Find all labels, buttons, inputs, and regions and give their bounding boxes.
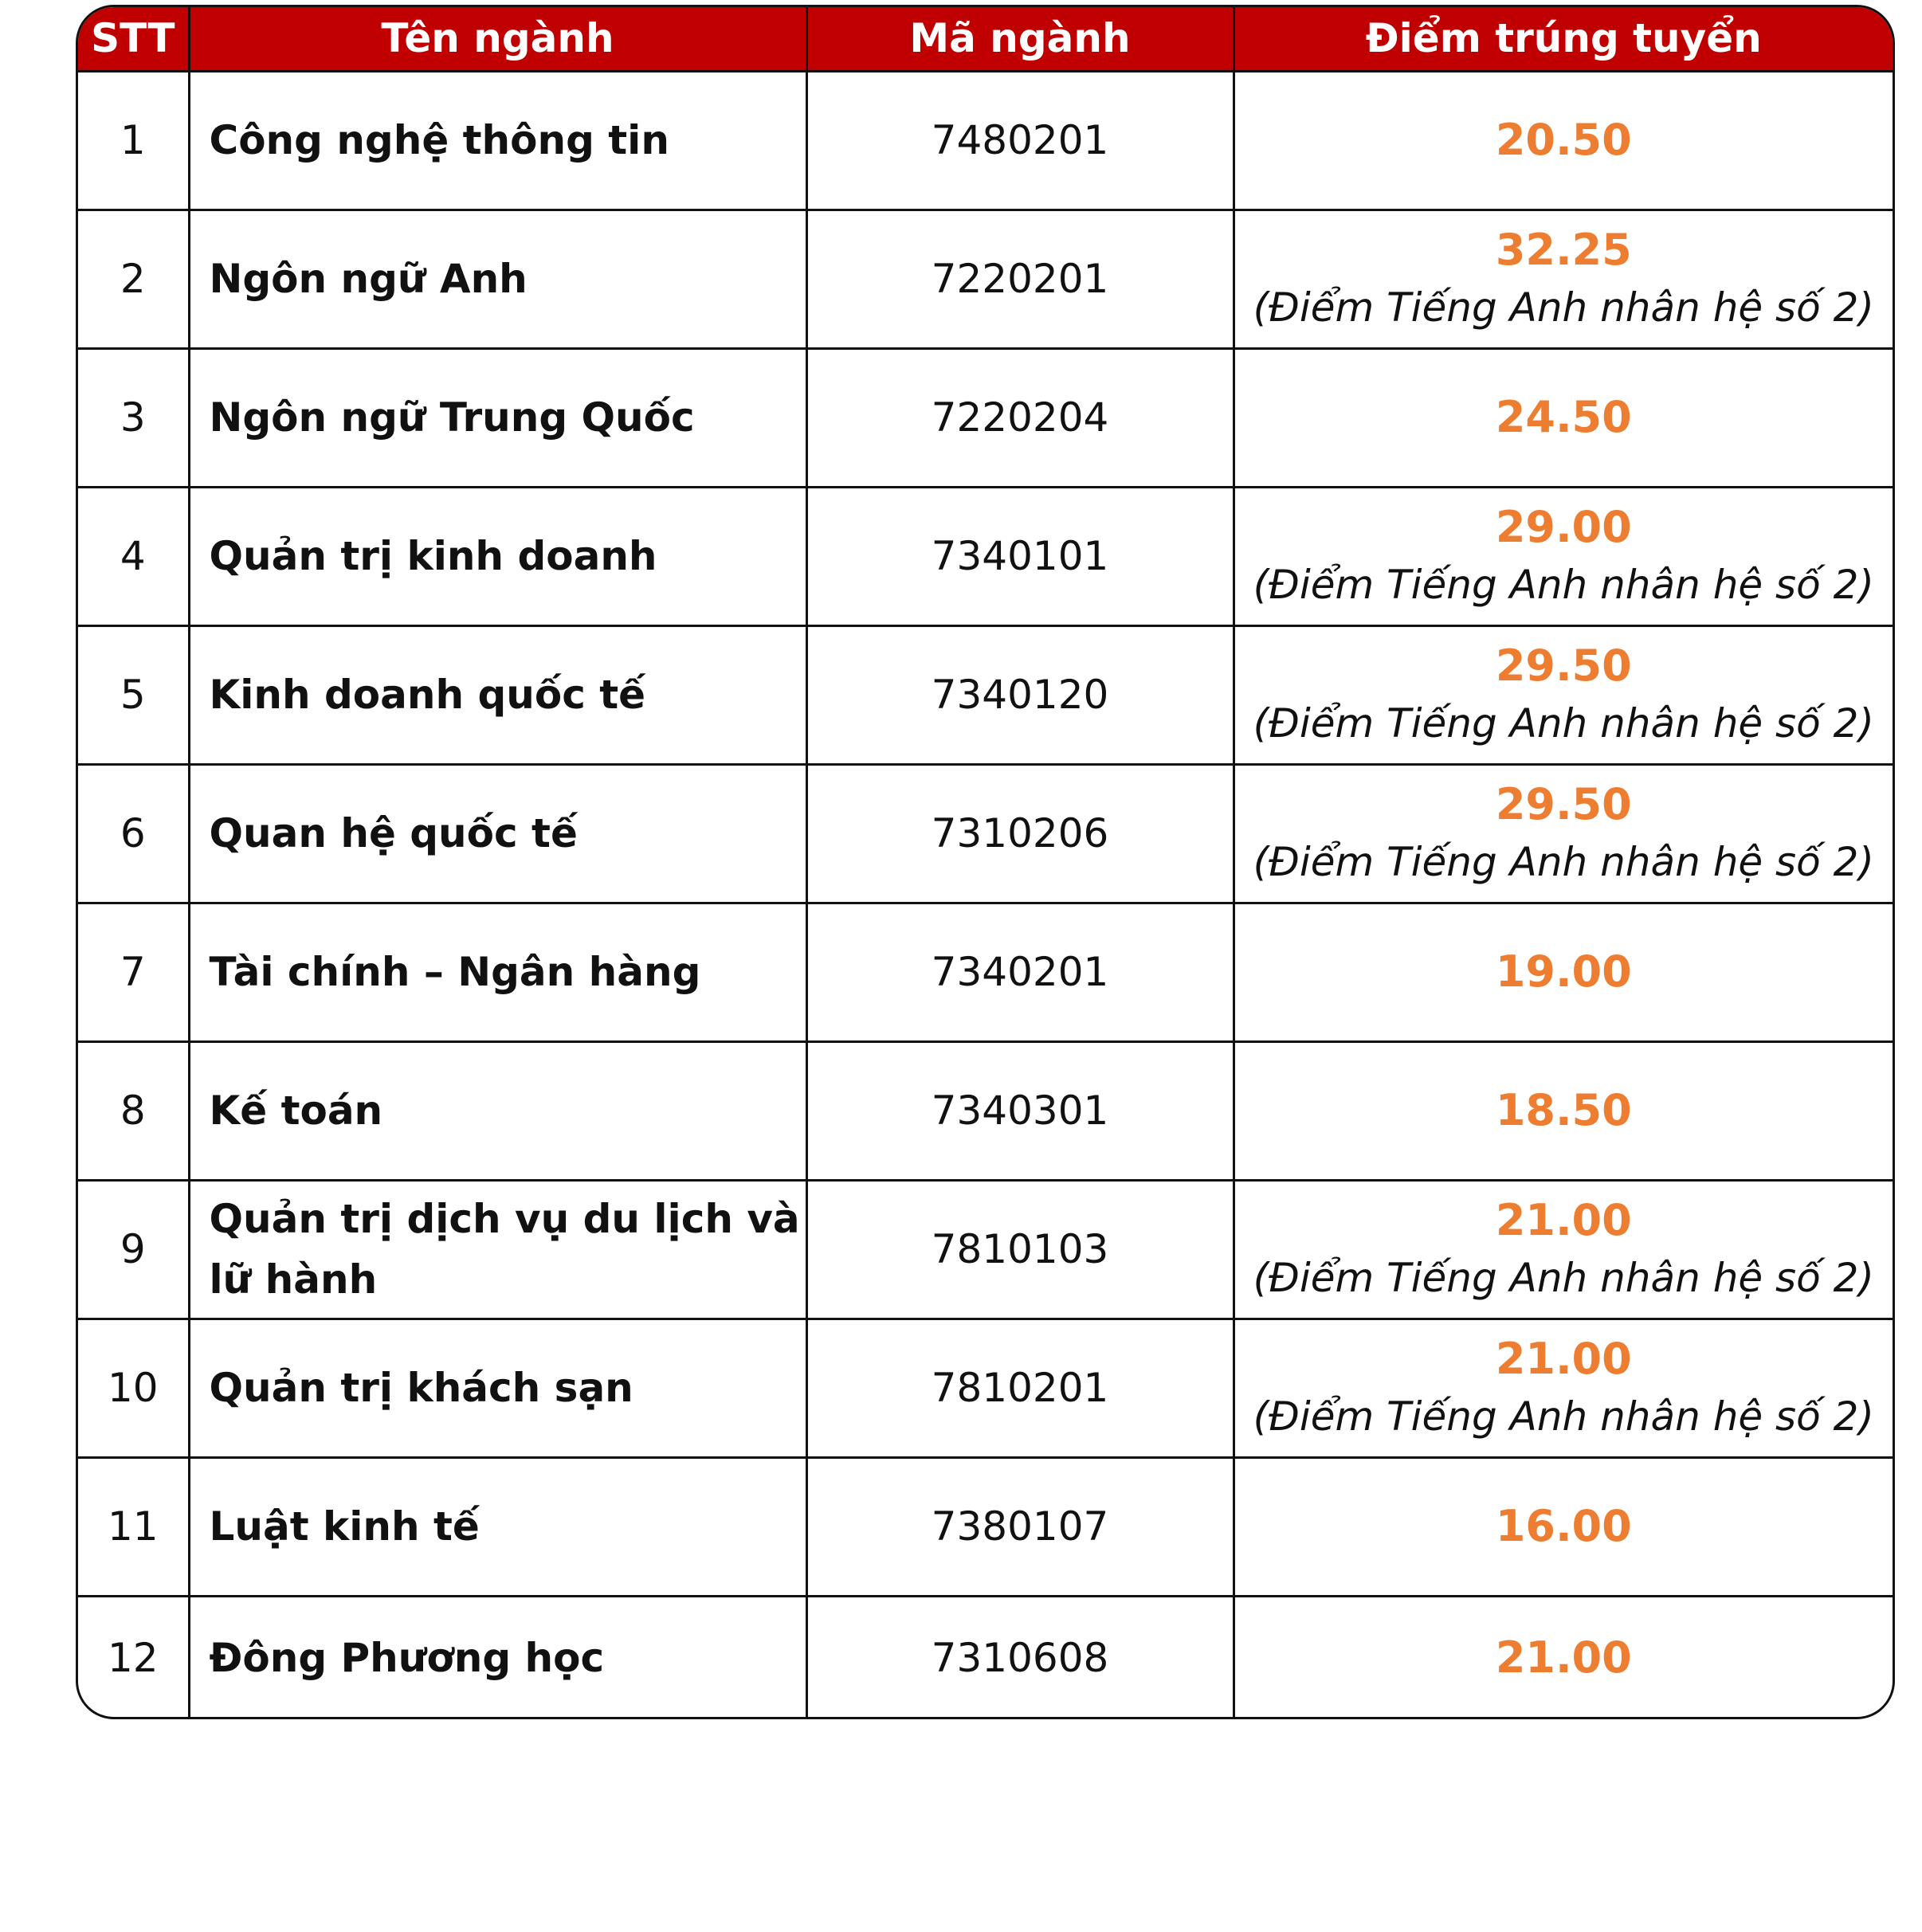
- table-row: [78, 71, 1893, 210]
- row-score-cell: [1234, 903, 1893, 1041]
- row-major-code: 7810201: [806, 1319, 1234, 1457]
- row-stt: 11: [78, 1457, 189, 1596]
- header-name: Tên ngành: [189, 7, 806, 71]
- row-score-note: (Điểm Tiếng Anh nhân hệ số 2): [1253, 562, 1874, 608]
- row-major-code: 7380107: [806, 1457, 1234, 1596]
- row-major-name: Ngôn ngữ Trung Quốc: [189, 348, 806, 487]
- table-row: [78, 487, 1893, 625]
- header-stt: STT: [78, 7, 189, 71]
- row-score-cell: [1234, 487, 1893, 625]
- row-major-name: Quản trị khách sạn: [189, 1319, 806, 1457]
- table-row: [78, 210, 1893, 348]
- table-header: [78, 7, 1893, 71]
- row-major-code: 7810103: [806, 1180, 1234, 1319]
- row-score-note: (Điểm Tiếng Anh nhân hệ số 2): [1253, 284, 1874, 331]
- table-row: [78, 1180, 1893, 1319]
- row-major-code: 7340120: [806, 625, 1234, 764]
- row-major-code: 7340201: [806, 903, 1234, 1041]
- row-score-value: 16.00: [1495, 1501, 1632, 1551]
- table-row: [78, 1319, 1893, 1457]
- row-stt: 7: [78, 903, 189, 1041]
- row-major-code: 7220201: [806, 210, 1234, 348]
- table-body: [78, 71, 1893, 1718]
- header-row: [78, 7, 1893, 71]
- row-score-value: 21.00: [1495, 1632, 1632, 1683]
- header-code: Mã ngành: [806, 7, 1234, 71]
- row-major-code: 7310206: [806, 764, 1234, 903]
- row-score-cell: [1234, 71, 1893, 210]
- row-score-note: (Điểm Tiếng Anh nhân hệ số 2): [1253, 700, 1874, 747]
- row-score-cell: [1234, 348, 1893, 487]
- row-score-note: (Điểm Tiếng Anh nhân hệ số 2): [1253, 1393, 1874, 1440]
- table-row: [78, 1596, 1893, 1718]
- row-score-cell: [1234, 210, 1893, 348]
- row-major-name: Quản trị kinh doanh: [189, 487, 806, 625]
- row-major-code: 7340301: [806, 1041, 1234, 1180]
- row-major-name: Tài chính – Ngân hàng: [189, 903, 806, 1041]
- header-score: Điểm trúng tuyển: [1234, 7, 1893, 71]
- table-row: [78, 625, 1893, 764]
- row-major-name: Quản trị dịch vụ du lịch và lữ hành: [189, 1180, 806, 1319]
- row-major-name: Quan hệ quốc tế: [189, 764, 806, 903]
- row-major-name: Công nghệ thông tin: [189, 71, 806, 210]
- row-score-value: 29.00: [1495, 502, 1632, 552]
- row-stt: 12: [78, 1596, 189, 1718]
- row-major-code: 7310608: [806, 1596, 1234, 1718]
- row-stt: 9: [78, 1180, 189, 1319]
- row-score-value: 19.00: [1495, 946, 1632, 997]
- row-score-note: (Điểm Tiếng Anh nhân hệ số 2): [1253, 1255, 1874, 1301]
- table-row: [78, 348, 1893, 487]
- row-stt: 6: [78, 764, 189, 903]
- row-score-value: 18.50: [1495, 1085, 1632, 1135]
- row-stt: 3: [78, 348, 189, 487]
- row-stt: 5: [78, 625, 189, 764]
- table-row: [78, 764, 1893, 903]
- row-major-code: 7480201: [806, 71, 1234, 210]
- row-major-name: Kinh doanh quốc tế: [189, 625, 806, 764]
- row-score-cell: [1234, 764, 1893, 903]
- row-score-value: 21.00: [1495, 1334, 1632, 1384]
- table-row: [78, 903, 1893, 1041]
- row-score-value: 21.00: [1495, 1195, 1632, 1245]
- row-stt: 10: [78, 1319, 189, 1457]
- row-score-value: 24.50: [1495, 392, 1632, 442]
- row-score-note: (Điểm Tiếng Anh nhân hệ số 2): [1253, 839, 1874, 885]
- row-major-code: 7340101: [806, 487, 1234, 625]
- row-stt: 4: [78, 487, 189, 625]
- row-stt: 1: [120, 117, 146, 163]
- row-score-value: 29.50: [1495, 779, 1632, 829]
- table-row: [78, 1457, 1893, 1596]
- row-score-cell: [1234, 625, 1893, 764]
- row-major-name: Luật kinh tế: [189, 1457, 806, 1596]
- table-row: [78, 1041, 1893, 1180]
- row-score-cell: [1234, 1457, 1893, 1596]
- row-stt: 8: [78, 1041, 189, 1180]
- row-major-code: 7220204: [806, 348, 1234, 487]
- row-score-cell: [1234, 1596, 1893, 1718]
- row-major-name: Ngôn ngữ Anh: [189, 210, 806, 348]
- row-major-name: Kế toán: [189, 1041, 806, 1180]
- row-score-cell: [1234, 1319, 1893, 1457]
- row-major-name: Đông Phương học: [189, 1596, 806, 1718]
- row-score-cell: [1234, 1180, 1893, 1319]
- row-stt: 2: [78, 210, 189, 348]
- row-score-value: 29.50: [1495, 641, 1632, 691]
- row-score-cell: [1234, 1041, 1893, 1180]
- row-score-value: 32.25: [1495, 225, 1632, 275]
- admission-scores-table: [78, 7, 1893, 1718]
- row-score-value: 20.50: [1495, 115, 1632, 165]
- admission-scores-table-frame: [76, 5, 1895, 1719]
